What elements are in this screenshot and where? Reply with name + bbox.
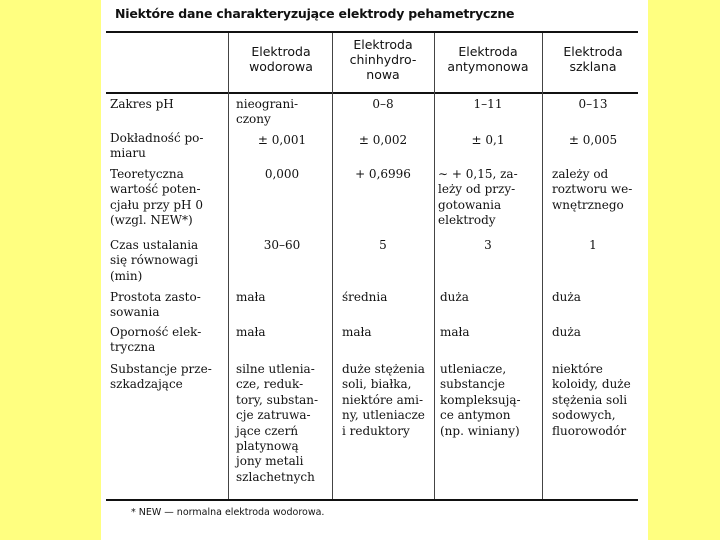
cell-czas-wodorowa: 30–60 — [263, 238, 301, 252]
cell-dokladnosc-szklana: ± 0,005 — [568, 133, 618, 147]
cell-zakres-wodorowa: nieograni- czony — [236, 97, 299, 127]
cell-substancje-chinhydronowa: duże stężenia soli, białka, niektóre ami- ny, utleniacze i reduktory — [342, 362, 425, 438]
cell-prostota-chinhydronowa: średnia — [342, 290, 388, 304]
cell-czas-szklana: 1 — [589, 238, 597, 252]
cell-substancje-antymonowa: utleniacze, substancje kompleksują- ce antymon (np. winiany) — [440, 362, 521, 438]
row-label-zakres-ph: Zakres pH — [110, 97, 174, 111]
scanned-page — [101, 0, 648, 540]
row-label-czas: Czas ustalania się równowagi (min) — [110, 238, 199, 283]
cell-zakres-szklana: 0–13 — [578, 97, 608, 111]
cell-opornosc-wodorowa: mała — [236, 325, 266, 339]
row-label-opornosc: Oporność elek- tryczna — [110, 325, 202, 355]
table-title: Niektóre dane charakteryzujące elektrody pehametryczne — [115, 6, 515, 21]
cell-dokladnosc-wodorowa: ± 0,001 — [257, 133, 307, 147]
cell-potencjal-wodorowa: 0,000 — [264, 167, 300, 181]
cell-czas-chinhydronowa: 5 — [379, 238, 387, 252]
cell-dokladnosc-antymonowa: ± 0,1 — [471, 133, 505, 147]
cell-substancje-wodorowa: silne utlenia- cze, reduk- tory, substan- cje zatruwa- jące czerń platynową jony metali szlachetnych — [236, 362, 319, 484]
cell-potencjal-antymonowa: ∼ + 0,15, za- leży od przy- gotowania elektrody — [438, 167, 518, 228]
row-label-dokladnosc: Dokładność po- miaru — [110, 131, 204, 161]
cell-prostota-antymonowa: duża — [440, 290, 469, 304]
cell-czas-antymonowa: 3 — [484, 238, 492, 252]
header-szklana: Elektroda szklana — [563, 44, 623, 74]
cell-prostota-szklana: duża — [552, 290, 581, 304]
cell-potencjal-szklana: zależy od roztworu we- wnętrznego — [552, 167, 633, 212]
cell-substancje-szklana: niektóre koloidy, duże stężenia soli sodowych, fluorowodór — [552, 362, 631, 438]
cell-prostota-wodorowa: mała — [236, 290, 266, 304]
row-label-potencjal: Teoretyczna wartość poten- cjału przy pH 0 (wzgl. NEW*) — [110, 167, 203, 228]
cell-zakres-chinhydronowa: 0–8 — [372, 97, 394, 111]
row-label-prostota: Prostota zasto- sowania — [110, 290, 201, 320]
top-rule — [106, 31, 638, 33]
header-rule — [106, 92, 638, 94]
header-antymonowa: Elektroda antymonowa — [447, 44, 529, 74]
row-label-substancje: Substancje prze- szkadzające — [110, 362, 212, 392]
cell-opornosc-chinhydronowa: mała — [342, 325, 372, 339]
header-chinhydronowa: Elektroda chinhydro- nowa — [349, 37, 417, 82]
bottom-rule — [106, 499, 638, 501]
header-wodorowa: Elektroda wodorowa — [249, 44, 313, 74]
column-divider — [228, 33, 229, 499]
cell-potencjal-chinhydronowa: + 0,6996 — [355, 167, 411, 181]
footnote: * NEW — normalna elektroda wodorowa. — [131, 507, 325, 518]
cell-dokladnosc-chinhydronowa: ± 0,002 — [358, 133, 408, 147]
cell-opornosc-szklana: duża — [552, 325, 581, 339]
cell-opornosc-antymonowa: mała — [440, 325, 470, 339]
cell-zakres-antymonowa: 1–11 — [473, 97, 503, 111]
